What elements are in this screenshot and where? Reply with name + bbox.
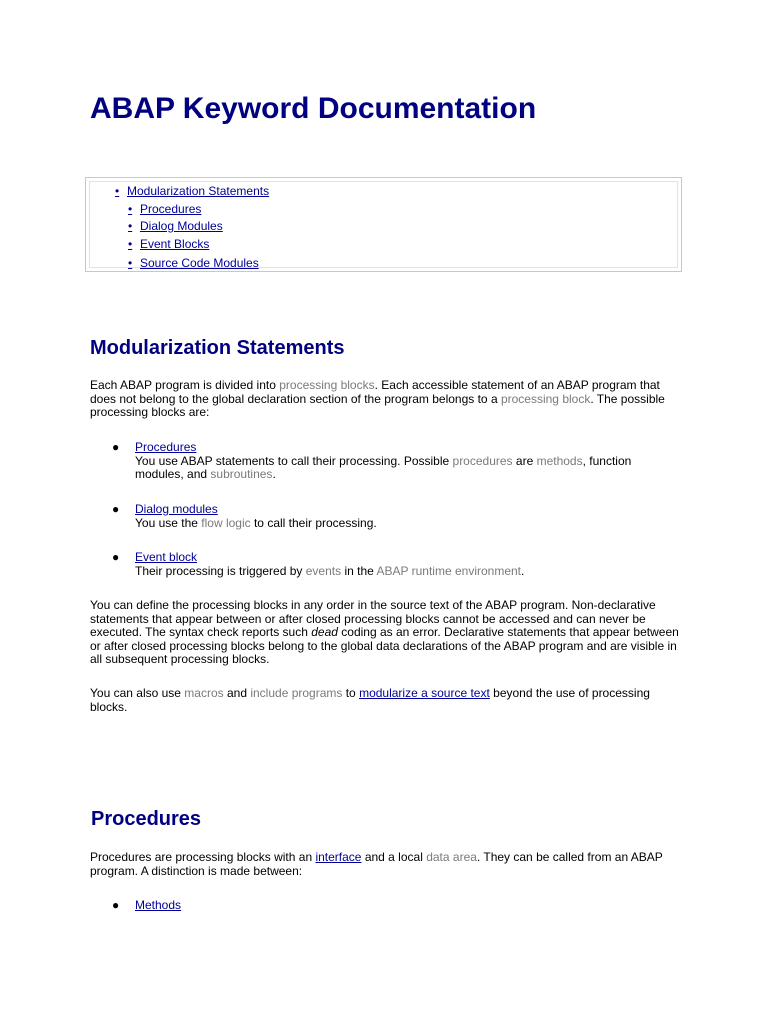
link-dialog-modules[interactable]: Dialog modules	[135, 502, 218, 516]
toc-link-modularization-statements[interactable]: Modularization Statements	[127, 184, 270, 198]
toc-item-source-code-modules[interactable]	[128, 256, 259, 270]
gray-link-procedures[interactable]: procedures	[452, 453, 513, 468]
bullet-marker: ●	[112, 502, 120, 516]
section-heading-modularization-statements: Modularization Statements	[90, 337, 345, 359]
emphasis-dead: dead	[311, 625, 338, 640]
toc-item-procedures[interactable]	[128, 202, 201, 216]
gray-link-processing-block[interactable]: processing block	[500, 391, 591, 406]
gray-link-macros[interactable]: macros	[184, 686, 224, 700]
gray-link-subroutines[interactable]: subroutines	[210, 467, 273, 482]
bullet-marker: ●	[112, 550, 120, 564]
toc-bullet: •	[128, 256, 133, 270]
gray-link-data-area[interactable]: data area	[426, 850, 477, 864]
toc-link-source-code-modules[interactable]: Source Code Modules	[140, 256, 259, 270]
list-item-event-block: Event block Their processing is triggered by events in the ABAP runtime environment.	[135, 550, 525, 578]
paragraph-procedures-intro: Procedures are processing blocks with an interface and a local data area. They can be called from an ABAP program. A distinction is made between:	[90, 850, 663, 878]
gray-link-include-programs[interactable]: include programs	[250, 686, 343, 700]
paragraph-macros-includes: You can also use macros and include programs to modularize a source text beyond the use of processing blocks.	[90, 686, 650, 714]
toc-item-event-blocks[interactable]	[128, 237, 209, 251]
paragraph-processing-block-order: You can define the processing blocks in any order in the source text of the ABAP program. Non-declarative statements that appear between or after closed processing blocks cannot be accessed and can never be executed. The syntax check reports such dead coding as an error. Declarative statements that appear between or after closed processing blocks belong to the global data declarations of the ABAP program and are visible in all subsequent processing blocks.	[90, 598, 679, 667]
gray-link-abap-runtime-environment[interactable]: ABAP runtime environment	[376, 563, 521, 578]
link-interface[interactable]: interface	[315, 850, 362, 864]
list-item-procedures: Procedures You use ABAP statements to call their processing. Possible procedures are methods, function modules, and subroutines.	[135, 440, 632, 482]
toc-item-modularization-statements[interactable]	[115, 184, 269, 198]
bullet-marker: ●	[112, 898, 120, 912]
toc-bullet: •	[128, 237, 133, 251]
link-methods[interactable]: Methods	[135, 898, 182, 912]
gray-link-methods[interactable]: methods	[536, 453, 583, 468]
list-item-methods	[135, 899, 683, 913]
toc-bullet: •	[128, 219, 133, 233]
toc-bullet: •	[115, 184, 120, 198]
toc-link-event-blocks[interactable]: Event Blocks	[140, 237, 210, 251]
link-modularize-a-source-text[interactable]: modularize a source text	[359, 686, 490, 700]
list-item-dialog-modules: Dialog modules You use the flow logic to call their processing.	[135, 502, 377, 530]
link-event-block[interactable]: Event block	[135, 550, 198, 564]
page-title: ABAP Keyword Documentation	[90, 92, 537, 125]
toc-bullet: •	[128, 202, 133, 216]
gray-link-processing-blocks[interactable]: processing blocks	[279, 378, 375, 392]
paragraph-processing-blocks-intro: Each ABAP program is divided into processing blocks. Each accessible statement of an ABAP program that does not belong to the global declaration section of the program belongs to a processing block. The possible processing blocks are:	[90, 378, 665, 420]
toc-link-dialog-modules[interactable]: Dialog Modules	[140, 219, 223, 233]
gray-link-flow-logic[interactable]: flow logic	[201, 515, 251, 530]
bullet-marker: ●	[112, 440, 120, 454]
gray-link-events[interactable]: events	[305, 563, 342, 578]
link-procedures[interactable]: Procedures	[135, 440, 197, 454]
section-heading-procedures: Procedures	[91, 808, 202, 830]
table-of-contents	[85, 177, 682, 272]
toc-link-procedures[interactable]: Procedures	[140, 202, 202, 216]
toc-item-dialog-modules[interactable]	[128, 219, 223, 233]
